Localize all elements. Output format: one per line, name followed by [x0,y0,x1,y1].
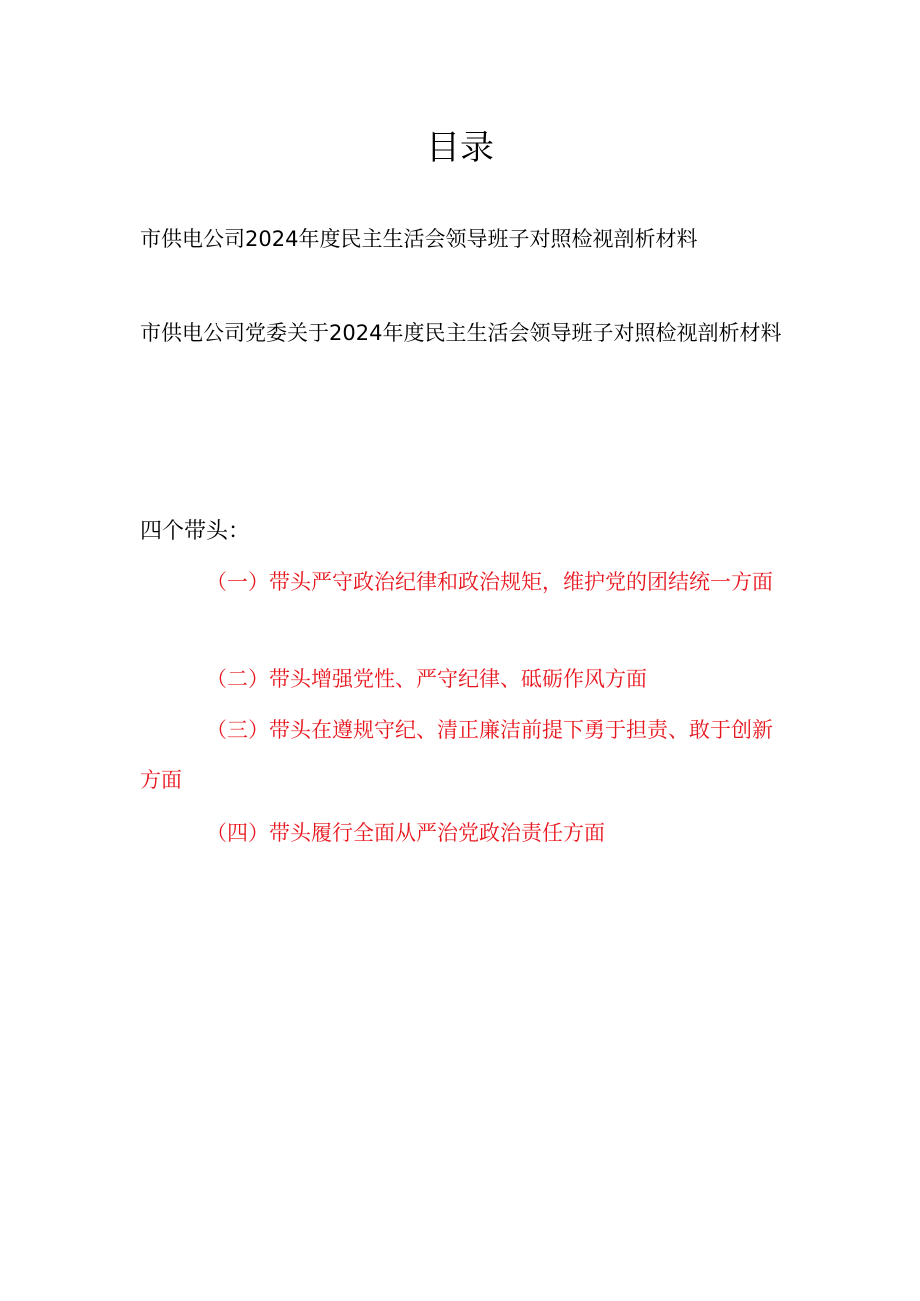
page-title: 目录 [426,128,494,168]
list-item: （二）带头增强党性、严守纪律、砥砺作风方面 [206,667,647,691]
list-item: （一）带头严守政治纪律和政治规矩，维护党的团结统一方面 [206,570,773,594]
toc-entry-1: 市供电公司2024年度民主生活会领导班子对照检视剖析材料 [140,227,698,251]
toc-entry-2: 市供电公司党委关于2024年度民主生活会领导班子对照检视剖析材料 [140,321,782,345]
list-item: （四）带头履行全面从严治党政治责任方面 [206,821,605,845]
list-item: （三）带头在遵规守纪、清正廉洁前提下勇于担责、敢于创新方面 [140,718,773,792]
section-heading: 四个带头： [140,519,251,544]
